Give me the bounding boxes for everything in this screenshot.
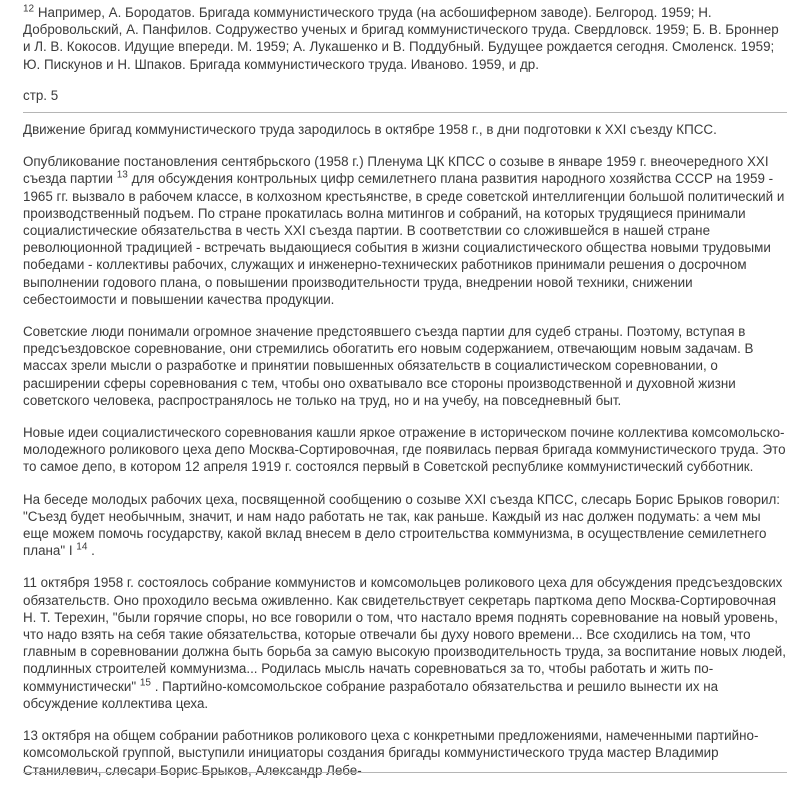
paragraph-3: Советские люди понимали огромное значение предстоявшего съезда партии для судеб страны. Поэтому, вступая в предсъездовское соревнование, они стремились обогатить его новым содержанием, отвечающим новым задачам. В массах зрели мысли о разработке и принятии повышенных обязательств в социалистическом соревновании, о расширении сферы соревнования с тем, чтобы оно охватывало все стороны производственной и духовной жизни советского человека, распространялось не только на труд, но и на учебу, на повседневный быт. — [23, 324, 754, 408]
footnote-ref-14[interactable]: 14 — [76, 541, 88, 553]
main-text — [23, 121, 787, 794]
paragraph-2-part-2: для обсуждения контрольных цифр семилетнего плана развития народного хозяйства СССР на 1959 - 1965 гг. вызвало в рабочем классе, в колхозном крестьянстве, в среде советской интеллигенции большой политический и производственный подъем. По стране прокатилась волна митингов и собраний, на которых трудящиеся принимали социалистические обязательства в честь XXI съезда партии. В соответствии со сложившейся в нашей стране революционной традицией - встречать выдающиеся события в жизни социалистического общества новыми трудовыми победами - коллективы рабочих, служащих и инженерно-технических работников принимали решения о досрочном выполнении годового плана, о повышении производительности труда, внедрении новой техники, снижении себестоимости и повышении качества продукции. — [23, 171, 785, 307]
footnote-ref-15[interactable]: 15 — [139, 677, 151, 689]
footnote-text: Например, А. Бородатов. Бригада коммунистического труда (на асбошиферном заводе). Белгород. 1959; Н. Добровольский, А. Панфилов. Содружество ученых и бригад коммунистического труда. Свердловск. 1959; Б. В. Броннер и Л. В. Кокосов. Идущие впереди. М. 1959; А. Лукашенко и В. Поддубный. Будущее рождается сегодня. Смоленск. 1959; Ю. Пискунов и Н. Шпаков. Бригада коммунистического труда. Иваново. 1959, и др. — [23, 5, 779, 72]
paragraph-6 — [23, 574, 787, 712]
footnote-12 — [23, 4, 779, 73]
footnote-ref-13[interactable]: 13 — [116, 169, 128, 181]
paragraph-7: 13 октября на общем собрании работников роликового цеха с конкретными предложениями, намеченными партийно-комсомольской группой, выступили инициаторы создания бригады коммунистического труда мастер Владимир Станилевич, слесари Борис Брыков, Александр Лебе- — [23, 728, 759, 778]
paragraph-5 — [23, 491, 787, 560]
footnote-block — [23, 4, 779, 113]
paragraph-6-part-1: 11 октября 1958 г. состоялось собрание коммунистов и комсомольцев роликового цеха для обсуждения предсъездовских обязательств. Оно проходило весьма оживленно. Как свидетельствует секретарь парткома депо Москва-Сортировочная Н. Т. Терехин, "были горячие споры, но все говорили о том, что настало время поднять соревнование на новый уровень, что надо взять на себя такие обязательства, которые отвечали бы духу нового времени... Все сходились на том, что главным в соревновании должна быть борьба за самую высокую производительность труда, за воспитание новых людей, подлинных строителей коммунизма... Родилась мысль начать соревноваться за то, чтобы работать и жить по-коммунистически" — [23, 575, 786, 694]
paragraph-2-part-1: Опубликование постановления сентябрьского (1958 г.) Пленума ЦК КПСС о созыве в январе 1959 г. внеочередного XXI съезда партии — [23, 154, 769, 187]
page-divider-top — [23, 112, 787, 113]
paragraph-2 — [23, 153, 787, 308]
paragraph-5-part-1: На беседе молодых рабочих цеха, посвященной сообщению о созыве XXI съезда КПСС, слесарь Борис Брыков говорил: "Съезд будет необычным, значит, и нам надо работать не так, как раньше. Каждый из нас должен подумать: а чем мы еще можем помочь государству, какой вклад внесем в дело строительства коммунизма, в осуществление семилетнего плана" I — [23, 491, 781, 559]
footnote-number: 12 — [23, 3, 35, 15]
page-divider-bottom — [23, 772, 787, 773]
paragraph-4: Новые идеи социалистического соревнования кашли яркое отражение в историческом почине коллектива комсомольско-молодежного роликового цеха депо Москва-Сортировочная, где появилась первая бригада коммунистического труда. Это то самое депо, в котором 12 апреля 1919 г. состоялся первый в Советской республике коммунистический субботник. — [23, 425, 786, 475]
page-label: стр. 5 — [23, 87, 59, 103]
paragraph-5-part-2: . — [87, 543, 95, 559]
paragraph-6-part-2: . Партийно-комсомольское собрание разработало обязательства и решило вынести их на обсуждение коллектива цеха. — [23, 678, 719, 711]
paragraph-1: Движение бригад коммунистического труда зародилось в октябре 1958 г., в дни подготовки к XXI съезду КПСС. — [23, 122, 717, 137]
